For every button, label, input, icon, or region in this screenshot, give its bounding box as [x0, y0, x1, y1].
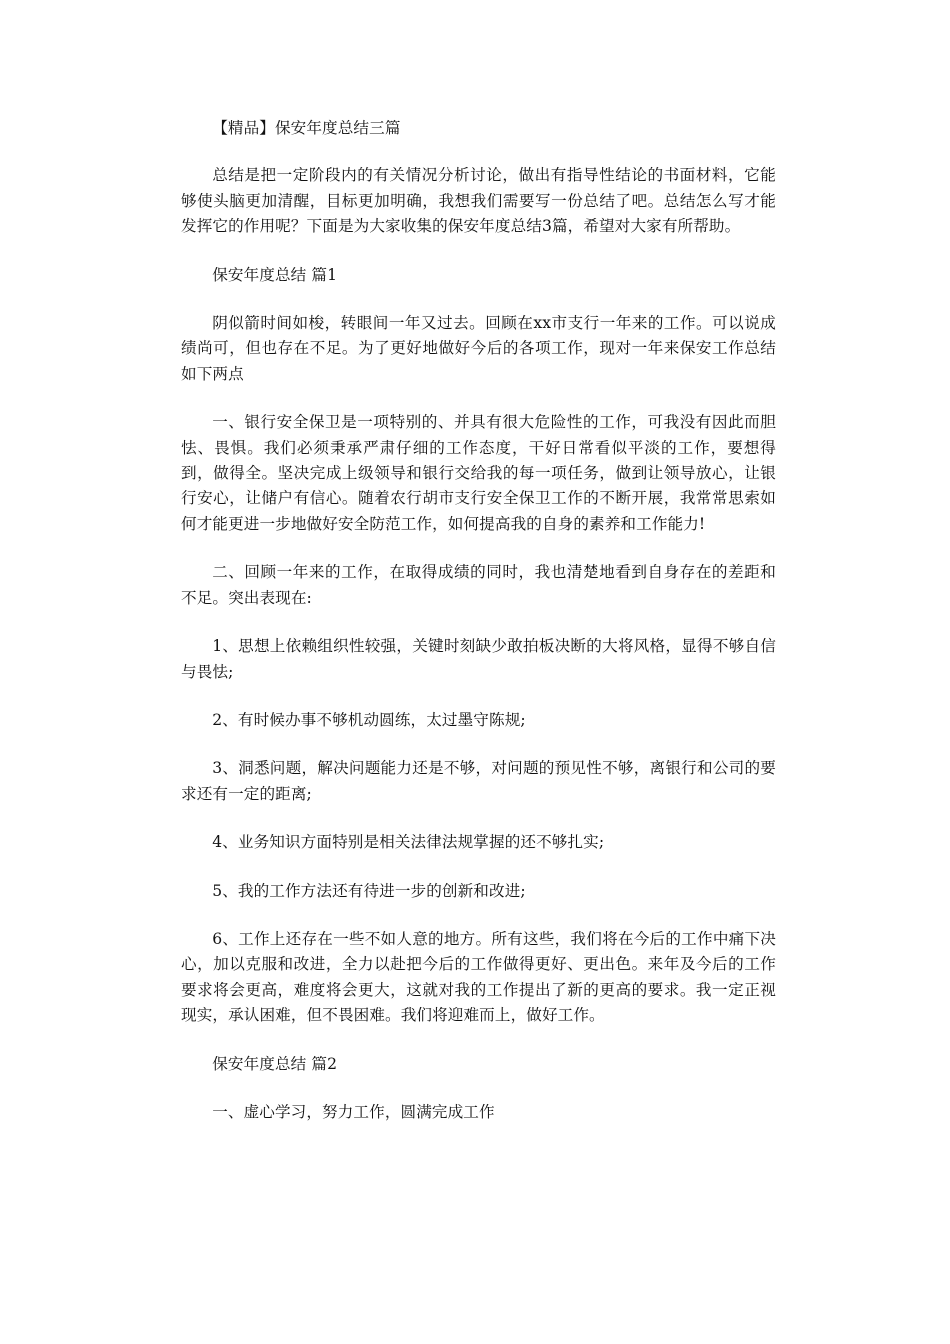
list-item: 6、工作上还存在一些不如人意的地方。所有这些，我们将在今后的工作中痛下决心，加以克服和改进，全力以赴把今后的工作做得更好、更出色。来年及今后的工作要求将会更高，难度将会更大，这就对我的工作提出了新的更高的要求。我一定正视现实，承认困难，但不畏困难。我们将迎难而上，做好工作。 [181, 929, 776, 1025]
paragraph: 一、银行安全保卫是一项特别的、并具有很大危险性的工作，可我没有因此而胆怯、畏惧。我们必须秉承严肃仔细的工作态度，干好日常看似平淡的工作，要想得到，做得全。坚决完成上级领导和银行交给我的每一项任务，做到让领导放心，让银行安心，让储户有信心。随着农行胡市支行安全保卫工作的不断开展，我常常思索如何才能更进一步地做好安全防范工作，如何提高我的自身的素养和工作能力! [181, 413, 776, 533]
list-item: 3、洞悉问题，解决问题能力还是不够，对问题的预见性不够，离银行和公司的要求还有一定的距离; [181, 759, 776, 803]
document-body [181, 116, 776, 1125]
list-item: 2、有时候办事不够机动圆练，太过墨守陈规; [212, 710, 526, 729]
list-item: 1、思想上依赖组织性较强，关键时刻缺少敢拍板决断的大将风格，显得不够自信与畏怯; [181, 637, 776, 681]
paragraph: 阴似箭时间如梭，转眼间一年又过去。回顾在xx市支行一年来的工作。可以说成绩尚可，但也存在不足。为了更好地做好今后的各项工作，现对一年来保安工作总结如下两点 [181, 314, 776, 383]
document-title: 【精品】保安年度总结三篇 [212, 119, 401, 137]
section-heading-1: 保安年度总结 篇1 [212, 265, 338, 284]
intro-paragraph: 总结是把一定阶段内的有关情况分析讨论，做出有指导性结论的书面材料，它能够使头脑更加清醒，目标更加明确，我想我们需要写一份总结了吧。总结怎么写才能发挥它的作用呢？下面是为大家收集的保安年度总结3篇，希望对大家有所帮助。 [181, 166, 776, 236]
paragraph: 一、虚心学习，努力工作，圆满完成工作 [212, 1102, 495, 1121]
list-item: 4、业务知识方面特别是相关法律法规掌握的还不够扎实; [212, 833, 605, 852]
list-item: 5、我的工作方法还有待进一步的创新和改进; [212, 881, 526, 900]
section-heading-2: 保安年度总结 篇2 [212, 1054, 338, 1073]
paragraph: 二、回顾一年来的工作，在取得成绩的同时，我也清楚地看到自身存在的差距和不足。突出表现在: [181, 563, 776, 607]
